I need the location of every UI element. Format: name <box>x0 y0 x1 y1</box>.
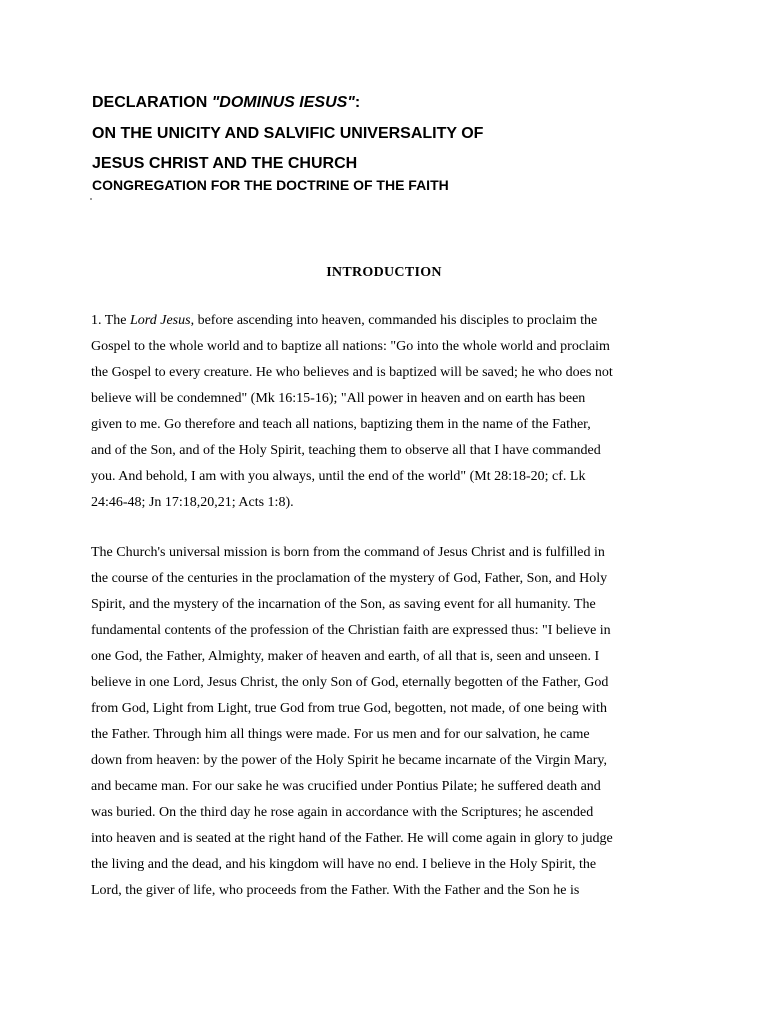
paragraph-2-line: one God, the Father, Almighty, maker of heaven and earth, of all that is, seen and unseen. I <box>91 649 600 664</box>
paragraph-2-line: The Church's universal mission is born from the command of Jesus Christ and is fulfilled in <box>91 545 605 560</box>
p1-italic-lord-jesus: Lord Jesus <box>130 313 191 328</box>
paragraph-1 <box>91 308 676 516</box>
title-line-3: JESUS CHRIST AND THE CHURCH <box>92 155 358 172</box>
title-italic: "DOMINUS IESUS" <box>211 94 355 111</box>
paragraph-2-line: the Father. Through him all things were made. For us men and for our salvation, he came <box>91 727 590 742</box>
paragraph-2-line: the living and the dead, and his kingdom will have no end. I believe in the Holy Spirit, the <box>91 857 597 872</box>
paragraph-2-line: was buried. On the third day he rose again in accordance with the Scriptures; he ascended <box>91 805 594 820</box>
paragraph-1-line: believe will be condemned" (Mk 16:15-16); "All power in heaven and on earth has been <box>91 391 586 406</box>
paragraph-2-line: believe in one Lord, Jesus Christ, the only Son of God, eternally begotten of the Father, God <box>91 675 609 690</box>
paragraph-1-line: Gospel to the whole world and to baptize all nations: "Go into the whole world and proclaim <box>91 339 610 354</box>
subtitle-congregation: CONGREGATION FOR THE DOCTRINE OF THE FAITH <box>92 177 449 193</box>
title-line-1 <box>92 94 360 112</box>
paragraph-1-line: you. And behold, I am with you always, until the end of the world" (Mt 28:18-20; cf. Lk <box>91 469 586 484</box>
section-title-introduction: INTRODUCTION <box>326 265 442 280</box>
paragraph-2-line: into heaven and is seated at the right hand of the Father. He will come again in glory to judge <box>91 831 613 846</box>
paragraph-1-line: and of the Son, and of the Holy Spirit, teaching them to observe all that I have commanded <box>91 443 601 458</box>
paragraph-2-line: Lord, the giver of life, who proceeds from the Father. With the Father and the Son he is <box>91 883 580 898</box>
paragraph-2 <box>91 540 676 904</box>
paragraph-2-line: from God, Light from Light, true God from true God, begotten, not made, of one being with <box>91 701 607 716</box>
title-line-2: ON THE UNICITY AND SALVIFIC UNIVERSALITY OF <box>92 125 484 142</box>
paragraph-2-line: Spirit, and the mystery of the incarnation of the Son, as saving event for all humanity. The <box>91 597 596 612</box>
paragraph-1-line <box>91 308 676 334</box>
p1-prefix: 1. The <box>91 313 131 328</box>
paragraph-2-line: and became man. For our sake he was crucified under Pontius Pilate; he suffered death and <box>91 779 601 794</box>
title-prefix: DECLARATION <box>92 94 212 111</box>
paragraph-2-line: down from heaven: by the power of the Holy Spirit he became incarnate of the Virgin Mary, <box>91 753 607 768</box>
paragraph-2-line: the course of the centuries in the proclamation of the mystery of God, Father, Son, and Holy <box>91 571 608 586</box>
p1-suffix: , before ascending into heaven, commanded his disciples to proclaim the <box>190 313 598 328</box>
title-colon: : <box>354 94 361 111</box>
stray-mark <box>90 198 92 200</box>
paragraph-1-line: 24:46-48; Jn 17:18,20,21; Acts 1:8). <box>91 495 294 510</box>
paragraph-2-line: fundamental contents of the profession of the Christian faith are expressed thus: "I believe in <box>91 623 611 638</box>
paragraph-1-line: given to me. Go therefore and teach all nations, baptizing them in the name of the Father, <box>91 417 591 432</box>
paragraph-1-line: the Gospel to every creature. He who believes and is baptized will be saved; he who does not <box>91 365 613 380</box>
